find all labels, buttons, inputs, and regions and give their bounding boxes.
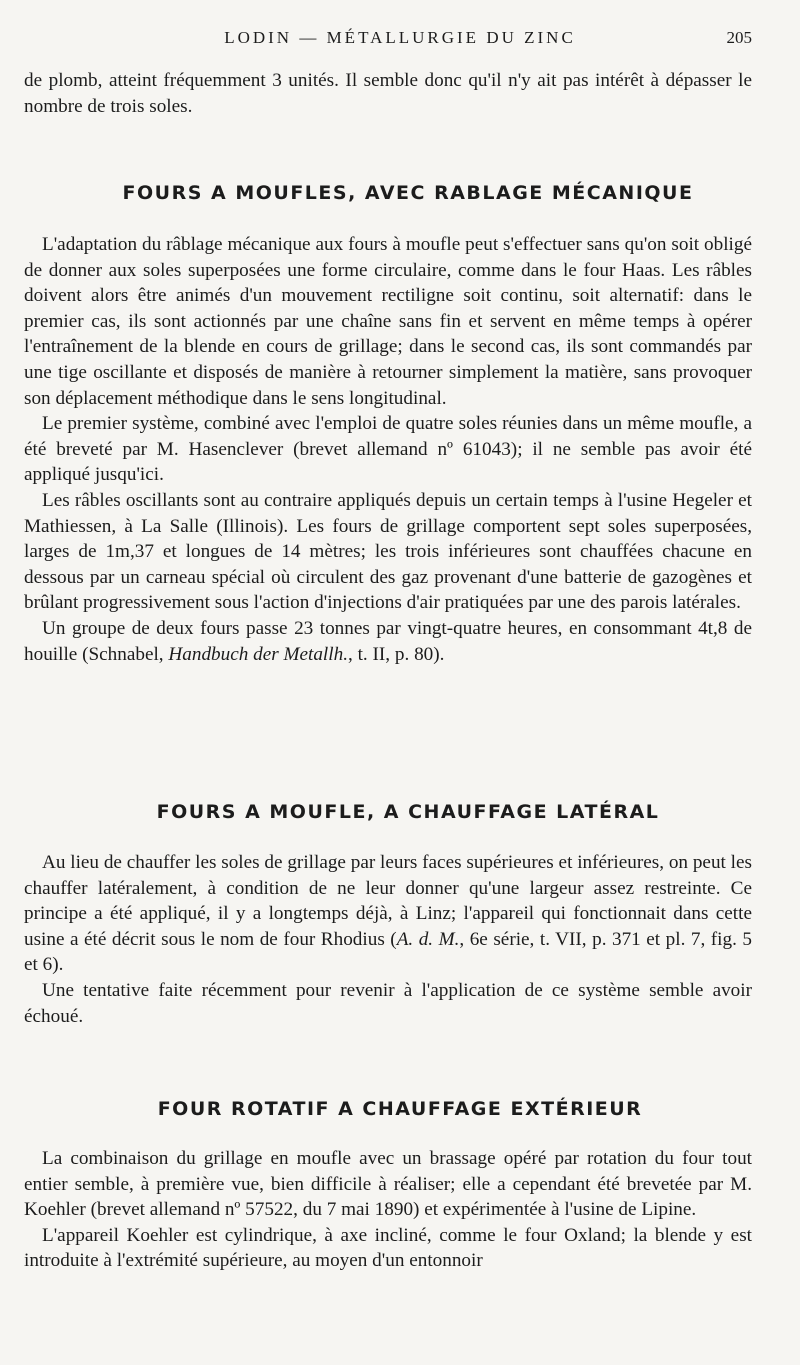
paragraph: La combinaison du grillage en moufle avec un brassage opéré par rotation du four tout entier semble, à première vue, bien difficile à réaliser; elle a cependant été brevetée par M. Koehler (brevet allemand nº 57522, du 7 mai 1890) et expérimentée à l'usine de Lipine. [24, 1148, 752, 1221]
paragraph: de plomb, atteint fréquemment 3 unités. Il semble donc qu'il n'y ait pas intérêt à dépasser le nombre de trois soles. [24, 70, 752, 117]
paragraph-text: , t. II, p. 80). [348, 643, 445, 665]
paragraph: Une tentative faite récemment pour revenir à l'application de ce système semble avoir échoué. [24, 979, 752, 1027]
running-title: LODIN — MÉTALLURGIE DU ZINC [224, 28, 576, 47]
section-title-fours-a-moufles: FOURS A MOUFLES, AVEC RABLAGE MÉCANIQUE [122, 182, 694, 204]
citation-title: Handbuch der Metallh. [168, 643, 348, 665]
paragraph [24, 850, 752, 978]
citation-title: A. d. M. [396, 928, 460, 950]
section-body-fours-a-moufles [24, 232, 752, 667]
paragraph: L'appareil Koehler est cylindrique, à axe incliné, comme le four Oxland; la blende y est introduite à l'extrémité supérieure, au moyen d'un entonnoir [24, 1224, 752, 1272]
section-body-chauffage-lateral [24, 850, 752, 1029]
paragraph [24, 616, 752, 667]
paragraph-text: Un groupe de deux fours passe 23 tonnes par vingt-quatre heures, en consommant 4t,8 de houille (Schnabel, [24, 617, 752, 665]
page-number: 205 [726, 28, 752, 47]
intro-text [24, 68, 752, 119]
running-head [0, 28, 800, 56]
paragraph-text: , 6e série, t. VII, p. 371 et pl. 7, fig. 5 et 6). [24, 928, 752, 976]
paragraph: Le premier système, combiné avec l'emploi de quatre soles réunies dans un même moufle, a été breveté par M. Hasenclever (brevet allemand nº 61043); il ne semble pas avoir été appliqué jusqu'ici. [24, 413, 752, 486]
section-body-four-rotatif [24, 1146, 752, 1274]
paragraph: Les râbles oscillants sont au contraire appliqués depuis un certain temps à l'usine Hegeler et Mathiessen, à La Salle (Illinois). Les fours de grillage comportent sept soles superposées, larges de 1m,37 et longues de 14 mètres; les trois inférieures sont chauffées chacune en dessous par un carneau spécial où circulent des gaz provenant d'une batterie de gazogènes et brûlant progressivement sous l'action d'injections d'air pratiquées par une des parois latérales. [24, 489, 752, 614]
section-title-chauffage-lateral: FOURS A MOUFLE, A CHAUFFAGE LATÉRAL [156, 801, 660, 823]
paragraph: L'adaptation du râblage mécanique aux fours à moufle peut s'effectuer sans qu'on soit obligé de donner aux soles superposées une forme circulaire, comme dans le four Haas. Les râbles doivent alors être animés d'un mouvement rectiligne soit continu, soit alternatif: dans le premier cas, ils sont actionnés par une chaîne sans fin et servent en même temps à opérer l'entraînement de la blende en cours de grillage; dans le second cas, ils sont commandés par une tige oscillante et disposés de manière à retourner simplement la matière, sans provoquer son déplacement méthodique dans le sens longitudinal. [24, 234, 752, 409]
paragraph-text: Au lieu de chauffer les soles de grillage par leurs faces supérieures et inférieures, on peut les chauffer latéralement, à condition de ne leur donner qu'une largeur assez restreinte. Ce principe a été appliqué, il y a longtemps déjà, à Linz; l'appareil qui fonctionnait dans cette usine a été décrit sous le nom de four Rhodius ( [24, 852, 752, 950]
section-title-four-rotatif: FOUR ROTATIF A CHAUFFAGE EXTÉRIEUR [157, 1098, 643, 1120]
